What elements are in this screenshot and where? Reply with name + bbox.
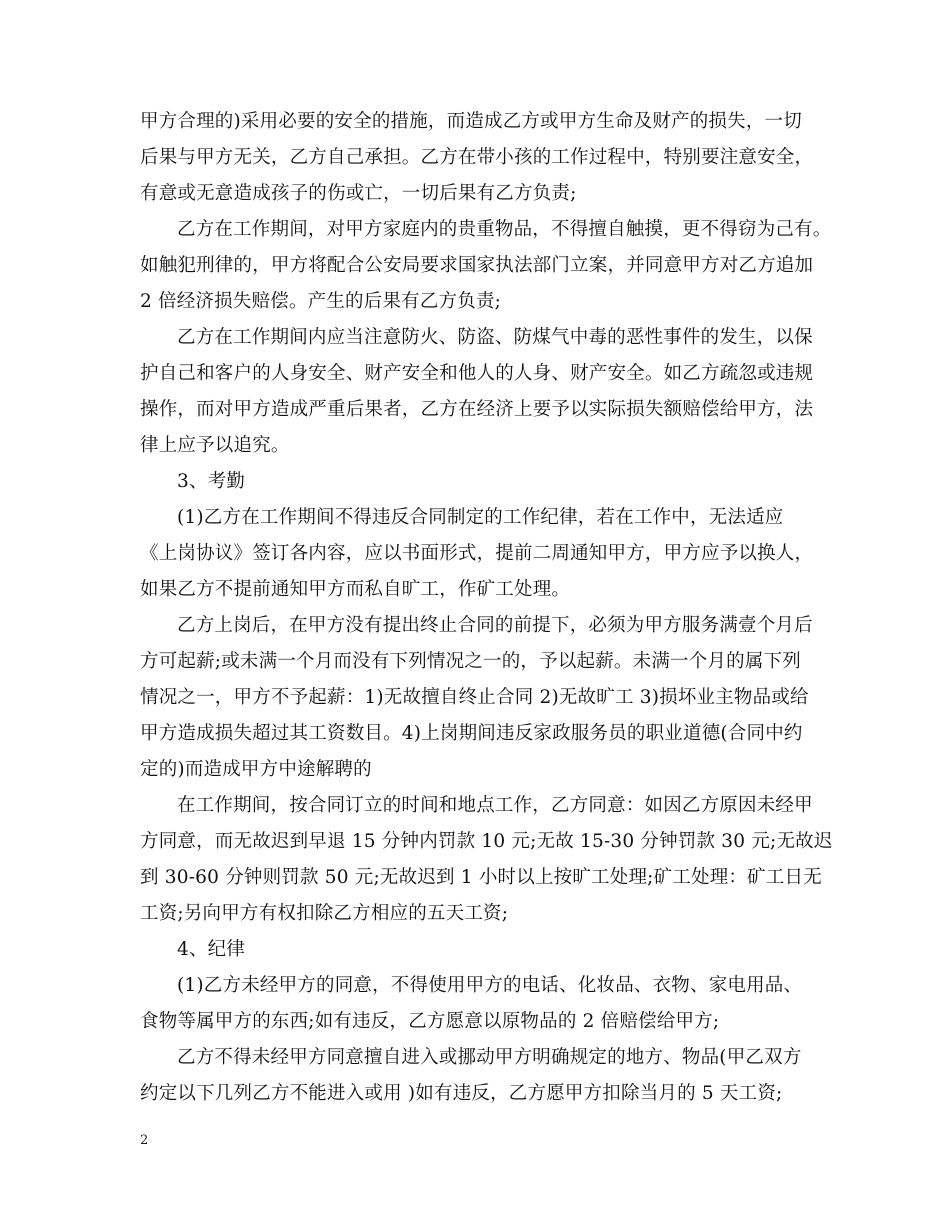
text-line: 约定以下几列乙方不能进入或用 )如有违反，乙方愿甲方扣除当月的 5 天工资; — [140, 1083, 783, 1104]
text-line: 工资;另向甲方有权扣除乙方相应的五天工资; — [140, 903, 509, 924]
text-line: 情况之一，甲方不予起薪：1)无故擅自终止合同 2)无故旷工 3)损坏业主物品或给 — [140, 687, 809, 708]
text-line: 定的)而造成甲方中途解聘的 — [140, 759, 372, 780]
paragraph-first-line: 在工作期间，按合同订立的时间和地点工作，乙方同意：如因乙方原因未经甲 — [177, 795, 813, 816]
paragraph-first-line: 乙方上岗后，在甲方没有提出终止合同的前提下，必须为甲方服务满壹个月后 — [177, 615, 813, 636]
text-line: 甲方造成损失超过其工资数目。4)上岗期间违反家政服务员的职业道德(合同中约 — [140, 723, 803, 744]
paragraph-first-line: (1)乙方在工作期间不得违反合同制定的工作纪律，若在工作中，无法适应 — [177, 507, 784, 528]
text-line: 到 30-60 分钟则罚款 50 元;无故迟到 1 小时以上按旷工处理;矿工处理：矿工日无 — [140, 867, 822, 888]
text-line: 甲方合理的)采用必要的安全的措施，而造成乙方或甲方生命及财产的损失，一切 — [140, 111, 802, 132]
section-heading: 4、纪律 — [177, 939, 246, 960]
text-line: 2 倍经济损失赔偿。产生的后果有乙方负责; — [140, 291, 502, 312]
text-line: 有意或无意造成孩子的伤或亡，一切后果有乙方负责; — [140, 183, 577, 204]
page-number: 2 — [140, 1133, 149, 1148]
text-line: 操作，而对甲方造成严重后果者，乙方在经济上要予以实际损失额赔偿给甲方，法 — [140, 399, 814, 420]
text-line: 方可起薪;或未满一个月而没有下列情况之一的，予以起薪。未满一个月的属下列 — [140, 651, 801, 672]
text-line: 食物等属甲方的东西;如有违反，乙方愿意以原物品的 2 倍赔偿给甲方; — [140, 1011, 720, 1032]
text-line: 方同意，而无故迟到早退 15 分钟内罚款 10 元;无故 15-30 分钟罚款 30 元;无故迟 — [140, 831, 833, 852]
text-line: 护自己和客户的人身安全、财产安全和他人的人身、财产安全。如乙方疏忽或违规 — [140, 363, 814, 384]
paragraph-first-line: 乙方在工作期间内应当注意防火、防盗、防煤气中毒的恶性事件的发生，以保 — [177, 327, 813, 348]
paragraph-first-line: 乙方在工作期间，对甲方家庭内的贵重物品，不得擅自触摸，更不得窃为己有。 — [177, 219, 832, 240]
text-line: 后果与甲方无关，乙方自己承担。乙方在带小孩的工作过程中，特别要注意安全， — [140, 147, 814, 168]
text-line: 如触犯刑律的，甲方将配合公安局要求国家执法部门立案，并同意甲方对乙方追加 — [140, 255, 814, 276]
paragraph-first-line: 乙方不得未经甲方同意擅自进入或挪动甲方明确规定的地方、物品(甲乙双方 — [177, 1047, 802, 1068]
section-heading: 3、考勤 — [177, 471, 246, 492]
paragraph-first-line: (1)乙方未经甲方的同意，不得使用甲方的电话、化妆品、衣物、家电用品、 — [177, 975, 803, 996]
text-line: 律上应予以追究。 — [140, 435, 290, 456]
text-line: 《上岗协议》签订各内容，应以书面形式，提前二周通知甲方，甲方应予以换人， — [140, 543, 814, 564]
text-line: 如果乙方不提前通知甲方而私自旷工，作矿工处理。 — [140, 579, 571, 600]
